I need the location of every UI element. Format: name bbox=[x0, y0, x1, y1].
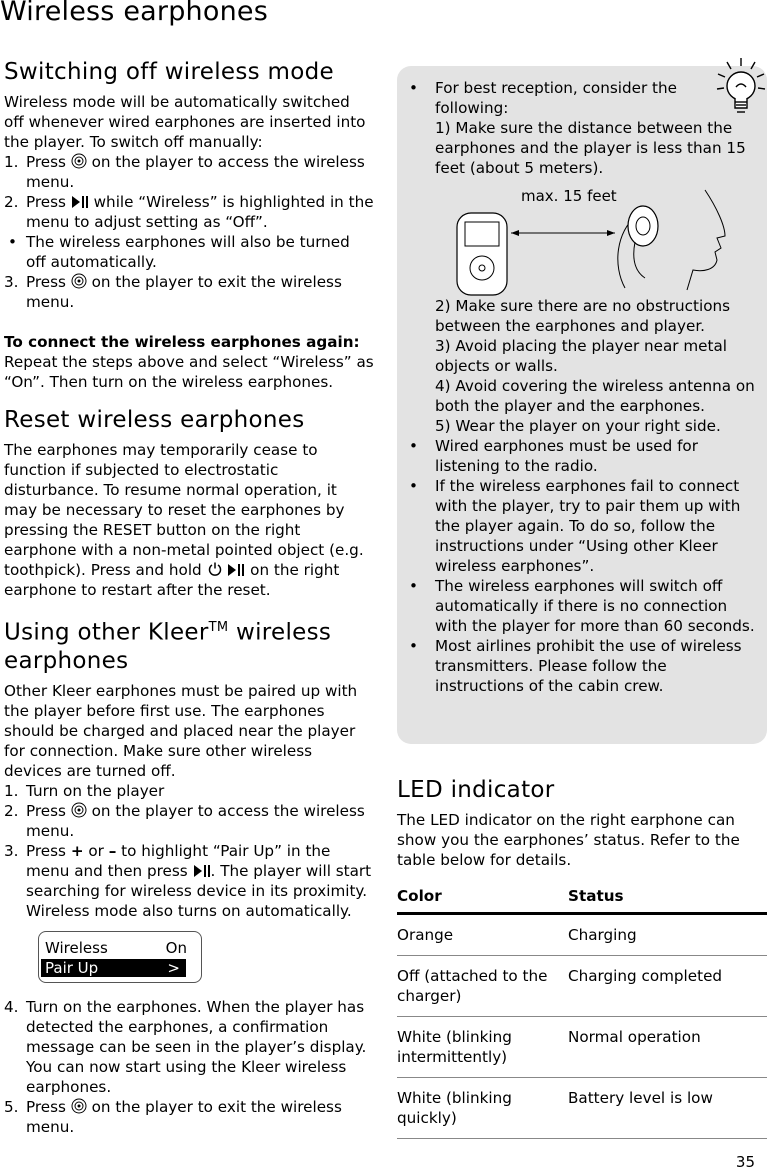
cell-status: Charging completed bbox=[568, 956, 767, 1017]
led-section bbox=[397, 776, 767, 1139]
connect-again-text: Repeat the steps above and select “Wireless” as “On”. Then turn on the wireless earphones. bbox=[4, 353, 374, 391]
step-number: 5. bbox=[4, 1097, 19, 1116]
left-column bbox=[4, 58, 374, 1137]
other-step-5 bbox=[4, 1097, 374, 1137]
table-row bbox=[397, 914, 767, 956]
reset-title: Reset wireless earphones bbox=[4, 407, 305, 433]
range-illustration bbox=[425, 178, 755, 296]
display-label: Pair Up bbox=[45, 958, 99, 977]
table-row bbox=[397, 956, 767, 1017]
cell-status: Battery level is low bbox=[568, 1078, 767, 1139]
menu-button-icon bbox=[71, 153, 87, 169]
other-step-2 bbox=[4, 801, 374, 841]
switching-step-2 bbox=[4, 192, 374, 232]
display-value: > bbox=[167, 958, 180, 977]
display-label: Wireless bbox=[45, 938, 108, 957]
step-text: Press bbox=[26, 1097, 66, 1116]
play-pause-icon bbox=[71, 195, 89, 209]
trademark: TM bbox=[208, 620, 229, 635]
bullet: • bbox=[409, 79, 418, 97]
play-pause-icon bbox=[193, 864, 211, 878]
step-number: 1. bbox=[4, 781, 19, 800]
title-main: Using other Kleer bbox=[4, 619, 209, 646]
switching-section bbox=[4, 58, 374, 392]
step-text: Press bbox=[26, 273, 66, 291]
other-kleer-intro: Other Kleer earphones must be paired up with the player before first use. The earphones should be charged and placed near the player for connection. Make sure other wireless devices are turned off. bbox=[4, 681, 358, 780]
step-text: Press bbox=[26, 841, 66, 860]
switching-step-1 bbox=[4, 152, 374, 192]
tips-list bbox=[407, 78, 757, 696]
step-text: Press bbox=[26, 193, 66, 211]
table-row bbox=[397, 1078, 767, 1139]
step-number: 1. bbox=[4, 153, 19, 171]
switching-bullet bbox=[4, 232, 374, 272]
tips-box bbox=[397, 66, 767, 744]
cell-color: Orange bbox=[397, 914, 568, 956]
reset-text-post: on the right earphone to restart after the reset. bbox=[4, 561, 340, 599]
step-text: on the player to exit the wireless menu. bbox=[26, 273, 342, 311]
tip-text: For best reception, consider the following: bbox=[435, 79, 677, 117]
switching-intro: Wireless mode will be automatically switched off whenever wired earphones are inserted into the player. To switch off manually: bbox=[4, 93, 366, 151]
connect-again-heading: To connect the wireless earphones again: bbox=[4, 333, 360, 351]
step-number: 3. bbox=[4, 273, 19, 291]
switching-step-3 bbox=[4, 272, 374, 312]
reset-text-pre: The earphones may temporarily cease to function if subjected to electrostatic disturbance. To resume normal operation, it may be necessary to reset the earphones by pressing the RESET button on the right earphone with a non-metal pointed object (e.g. toothpick). Press and hold bbox=[4, 441, 364, 579]
tip-text: If the wireless earphones fail to connect with the player, try to pair them up with the player again. To do so, follow the instructions under “Using other Kleer wireless earphones”. bbox=[435, 477, 741, 575]
switching-steps bbox=[4, 152, 374, 312]
lightbulb-tip-icon bbox=[715, 56, 767, 120]
cell-color: White (blinking intermittently) bbox=[397, 1017, 568, 1078]
tip-text: Most airlines prohibit the use of wireless transmitters. Please follow the instructions of the cabin crew. bbox=[435, 637, 742, 695]
step-text: Turn on the player bbox=[26, 781, 165, 800]
tip-text: The wireless earphones will switch off automatically if there is no connection with the player for more than 60 seconds. bbox=[435, 577, 755, 635]
bullet: • bbox=[8, 233, 17, 251]
step-text: Turn on the earphones. When the player has detected the earphones, a confirmation message can be seen in the player’s display. You can now start using the Kleer wireless earphones. bbox=[26, 997, 367, 1096]
other-step-3 bbox=[4, 841, 374, 921]
table-row bbox=[397, 1017, 767, 1078]
step-text: on the player to exit the wireless menu. bbox=[26, 1097, 342, 1136]
power-icon bbox=[207, 561, 223, 577]
other-kleer-section bbox=[4, 614, 374, 1137]
cell-color: White (blinking quickly) bbox=[397, 1078, 568, 1139]
tip-text: 2) Make sure there are no obstructions between the earphones and player. bbox=[435, 297, 731, 335]
page-number: 35 bbox=[735, 1153, 755, 1171]
page-header: Wireless earphones bbox=[0, 0, 268, 27]
bullet: • bbox=[409, 637, 418, 655]
tip-reception bbox=[407, 78, 757, 436]
reset-section bbox=[4, 406, 374, 600]
tip-text: 5) Wear the player on your right side. bbox=[435, 417, 721, 435]
reset-text bbox=[4, 440, 374, 600]
tip-auto-off bbox=[407, 576, 757, 636]
cell-color: Off (attached to the charger) bbox=[397, 956, 568, 1017]
step-text: Press bbox=[26, 153, 66, 171]
bullet: • bbox=[409, 577, 418, 595]
cell-status: Charging bbox=[568, 914, 767, 956]
step-text: to highlight “Pair Up” in the menu and then press bbox=[26, 841, 331, 880]
step-text: or bbox=[88, 841, 104, 860]
title-end: wireless earphones bbox=[4, 619, 332, 674]
table-header-row bbox=[397, 884, 767, 914]
switching-title: Switching off wireless mode bbox=[4, 59, 334, 85]
tip-airlines bbox=[407, 636, 757, 696]
bullet: • bbox=[409, 477, 418, 495]
other-kleer-steps bbox=[4, 781, 374, 921]
menu-button-icon bbox=[71, 1098, 87, 1114]
column-header-status: Status bbox=[568, 884, 767, 914]
step-text: on the player to access the wireless menu. bbox=[26, 801, 365, 840]
player-display bbox=[38, 931, 202, 983]
tip-pair-again bbox=[407, 476, 757, 576]
plus-key: + bbox=[70, 841, 84, 860]
tip-text: 4) Avoid covering the wireless antenna on both the player and the earphones. bbox=[435, 377, 755, 415]
bullet-text: The wireless earphones will also be turned off automatically. bbox=[26, 233, 350, 271]
tip-text: 3) Avoid placing the player near metal objects or walls. bbox=[435, 337, 728, 375]
step-text: Press bbox=[26, 801, 66, 820]
play-pause-icon bbox=[227, 563, 245, 577]
tip-text: Wired earphones must be used for listening to the radio. bbox=[435, 437, 698, 475]
range-diagram bbox=[425, 178, 757, 296]
column-header-color: Color bbox=[397, 884, 568, 914]
other-step-4 bbox=[4, 997, 374, 1097]
display-value: On bbox=[165, 938, 187, 957]
minus-key: – bbox=[108, 841, 117, 860]
bullet: • bbox=[409, 437, 418, 455]
menu-button-icon bbox=[71, 273, 87, 289]
cell-status: Normal operation bbox=[568, 1017, 767, 1078]
tip-text: 1) Make sure the distance between the earphones and the player is less than 15 feet (about 5 meters). bbox=[435, 119, 746, 177]
step-number: 4. bbox=[4, 997, 19, 1016]
menu-button-icon bbox=[71, 802, 87, 818]
other-kleer-steps-continued bbox=[4, 997, 374, 1137]
step-number: 3. bbox=[4, 841, 19, 860]
step-text: . The player will start searching for wireless device in its proximity. Wireless mode also turns on automatically. bbox=[26, 861, 372, 920]
max-distance-label: max. 15 feet bbox=[521, 187, 617, 205]
step-number: 2. bbox=[4, 801, 19, 820]
display-row-pair-up bbox=[41, 959, 186, 977]
led-title: LED indicator bbox=[397, 777, 555, 803]
other-kleer-title bbox=[4, 614, 374, 675]
step-number: 2. bbox=[4, 193, 19, 211]
step-text: on the player to access the wireless menu. bbox=[26, 153, 365, 191]
tip-wired bbox=[407, 436, 757, 476]
led-intro: The LED indicator on the right earphone can show you the earphones’ status. Refer to the table below for details. bbox=[397, 811, 740, 869]
led-status-table bbox=[397, 884, 767, 1139]
display-row-wireless bbox=[45, 938, 187, 958]
other-step-1 bbox=[4, 781, 374, 801]
step-text: while “Wireless” is highlighted in the menu to adjust setting as “Off”. bbox=[26, 193, 374, 231]
